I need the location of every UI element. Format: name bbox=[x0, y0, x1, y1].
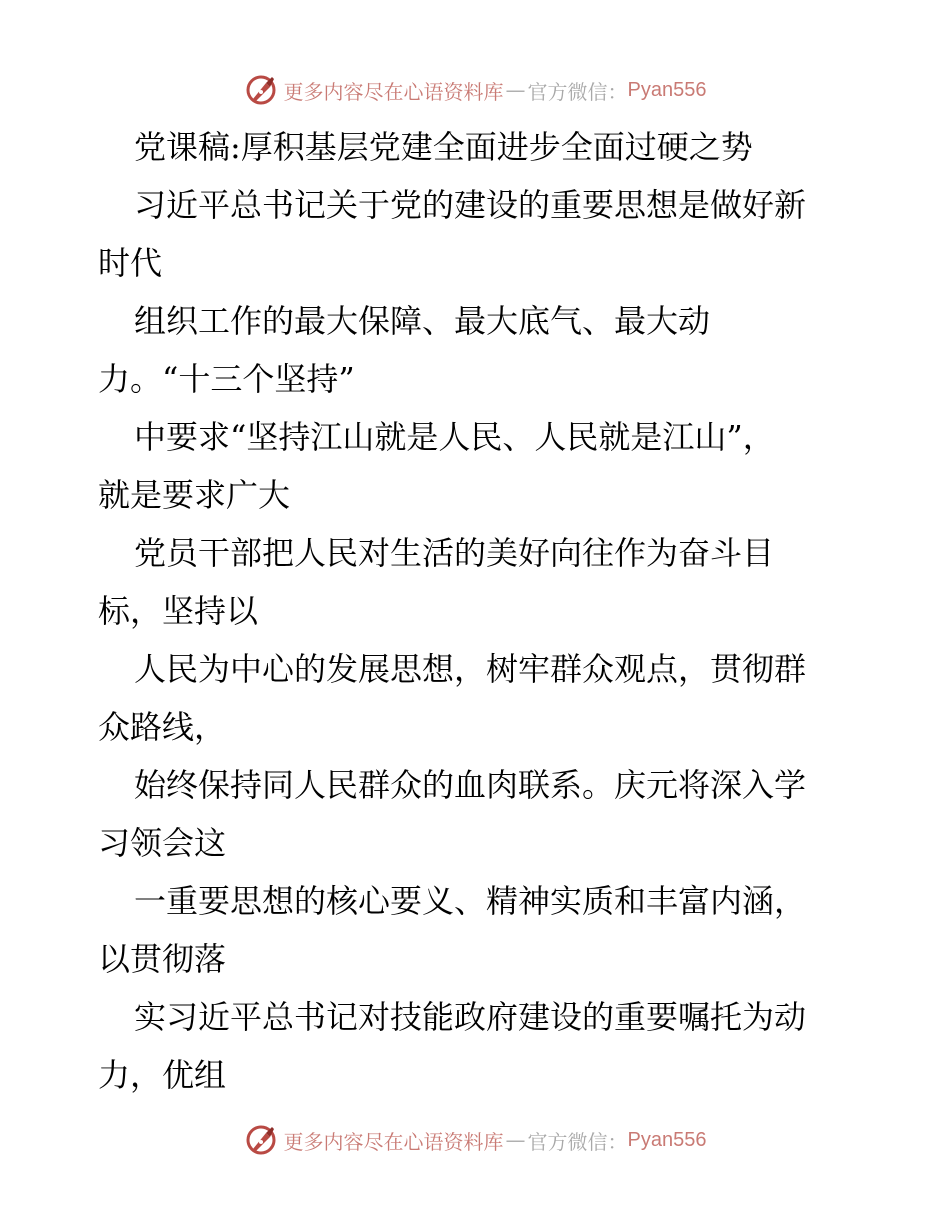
footer-wechat-label: 官方微信： bbox=[527, 1129, 628, 1154]
footer-promo-text: 更多内容尽在心语资料库 bbox=[283, 1129, 504, 1154]
text-line: 力。“十三个坚持” bbox=[98, 360, 355, 398]
text-line: 众路线， bbox=[98, 708, 227, 746]
header-promo-text: 更多内容尽在心语资料库 bbox=[283, 79, 504, 104]
footer-separator: — bbox=[505, 1128, 526, 1152]
text-line: 党员干部把人民对生活的美好向往作为奋斗目 bbox=[134, 534, 775, 572]
text-line: 一重要思想的核心要义、精神实质和丰富内涵， bbox=[134, 882, 807, 920]
header-separator: — bbox=[505, 78, 526, 102]
text-line: 就是要求广大 bbox=[98, 476, 291, 514]
text-line: 实习近平总书记对技能政府建设的重要嘱托为动 bbox=[134, 998, 807, 1036]
footer-banner bbox=[0, 1120, 950, 1160]
text-line: 时代 bbox=[98, 244, 163, 282]
footer-wechat-id: Pyan556 bbox=[627, 1128, 707, 1151]
header-wechat-id: Pyan556 bbox=[627, 78, 707, 101]
text-line: 以贯彻落 bbox=[98, 940, 227, 978]
text-line: 中要求“坚持江山就是人民、人民就是江山”， bbox=[134, 418, 775, 456]
text-line: 习领会这 bbox=[98, 824, 227, 862]
text-line: 组织工作的最大保障、最大底气、最大动 bbox=[134, 302, 711, 340]
text-line: 人民为中心的发展思想，树牢群众观点，贯彻群 bbox=[134, 650, 807, 688]
header-banner bbox=[0, 70, 950, 110]
document-title: 党课稿:厚积基层党建全面进步全面过硬之势 bbox=[134, 128, 753, 166]
text-line: 习近平总书记关于党的建设的重要思想是做好新 bbox=[134, 186, 807, 224]
fountain-pen-logo-icon bbox=[244, 1123, 278, 1157]
text-line: 标，坚持以 bbox=[98, 592, 259, 630]
header-wechat-label: 官方微信： bbox=[527, 79, 628, 104]
text-line: 力，优组 bbox=[98, 1056, 227, 1094]
text-line: 始终保持同人民群众的血肉联系。庆元将深入学 bbox=[134, 766, 807, 804]
fountain-pen-logo-icon bbox=[244, 73, 278, 107]
